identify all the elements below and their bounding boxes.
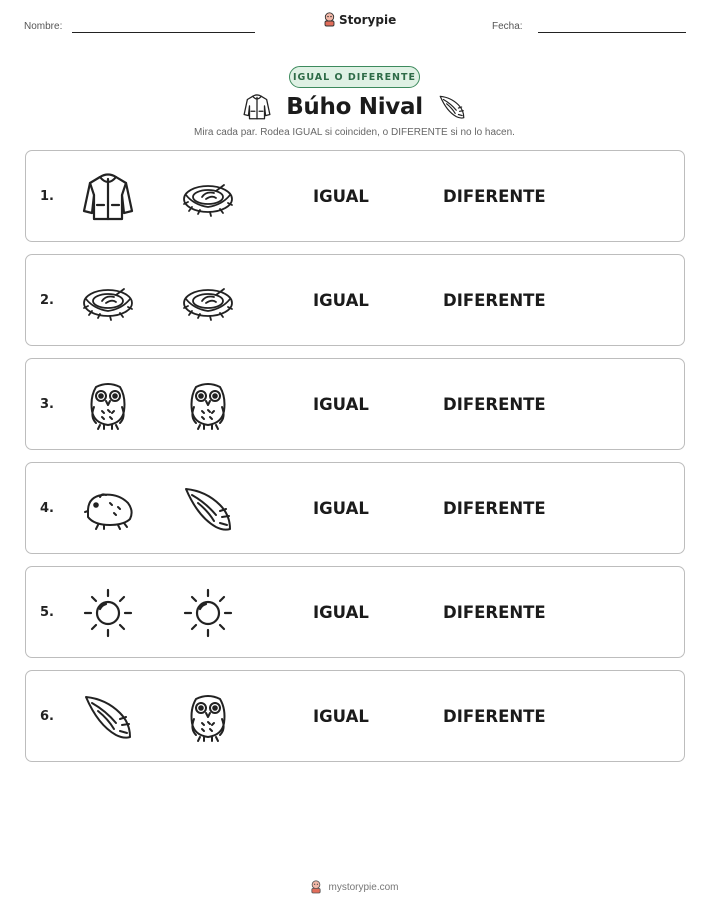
title-row [0,90,709,124]
worksheet-header [0,0,709,50]
pair-row-2 [25,254,685,346]
pair-row-1 [25,150,685,242]
option-diferente[interactable]: DIFERENTE [443,498,546,518]
option-diferente[interactable]: DIFERENTE [443,290,546,310]
option-igual[interactable]: IGUAL [313,186,369,206]
owl-icon [80,377,136,433]
wing-icon [80,689,136,745]
activity-badge: IGUAL O DIFERENTE [289,66,420,88]
row-number: 6. [40,708,54,724]
footer-site: mystorypie.com [328,881,399,893]
jacket-icon [242,92,272,122]
row-number: 1. [40,188,54,204]
pair-row-3 [25,358,685,450]
wing-icon [180,481,236,537]
nest-icon [180,169,236,225]
name-label: Nombre: [24,21,63,32]
nest-icon [80,273,136,329]
pair-row-6 [25,670,685,762]
option-diferente[interactable]: DIFERENTE [443,394,546,414]
option-diferente[interactable]: DIFERENTE [443,602,546,622]
owl-icon [180,377,236,433]
row-number: 4. [40,500,54,516]
option-diferente[interactable]: DIFERENTE [443,186,546,206]
jacket-icon [80,169,136,225]
storypie-mascot-icon [323,12,336,27]
date-label: Fecha: [492,21,523,32]
option-igual[interactable]: IGUAL [313,394,369,414]
row-number: 2. [40,292,54,308]
instructions: Mira cada par. Rodea IGUAL si coinciden, o DIFERENTE si no lo hacen. [194,127,515,138]
row-number: 3. [40,396,54,412]
lemming-icon [80,481,136,537]
pair-row-5 [25,566,685,658]
sun-icon [80,585,136,641]
option-igual[interactable]: IGUAL [313,498,369,518]
owl-icon [180,689,236,745]
row-number: 5. [40,604,54,620]
brand-logo [323,12,396,27]
date-field[interactable] [538,32,686,33]
option-igual[interactable]: IGUAL [313,602,369,622]
name-field[interactable] [72,32,255,33]
storypie-mascot-icon [310,880,322,894]
pair-row-4 [25,462,685,554]
option-diferente[interactable]: DIFERENTE [443,706,546,726]
option-igual[interactable]: IGUAL [313,706,369,726]
page-title: Búho Nival [286,94,423,120]
wing-icon [437,92,467,122]
option-igual[interactable]: IGUAL [313,290,369,310]
footer [0,880,709,894]
brand-name: Storypie [339,12,397,27]
sun-icon [180,585,236,641]
nest-icon [180,273,236,329]
